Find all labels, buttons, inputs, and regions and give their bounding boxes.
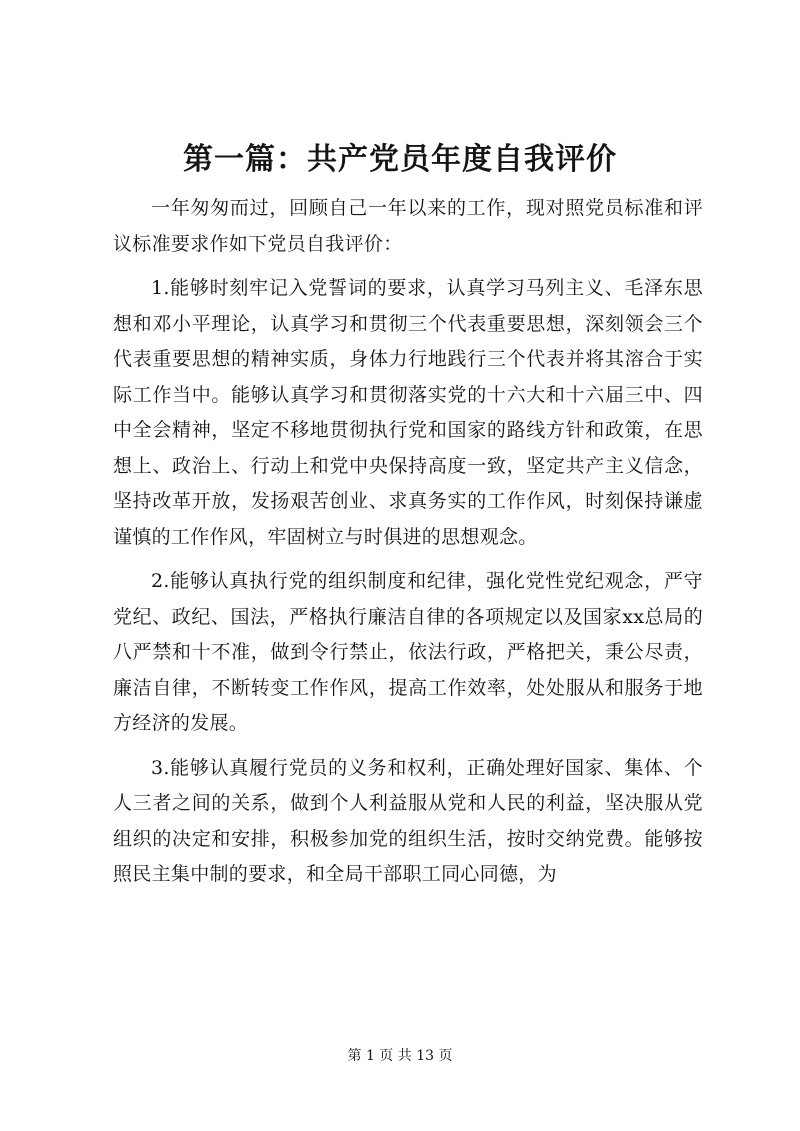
paragraph-item-3: 3.能够认真履行党员的义务和权利，正确处理好国家、集体、个人三者之间的关系，做到个人利益服从党和人民的利益，坚决服从党组织的决定和安排，积极参加党的组织生活，按时交纳党费。能够按照民主集中制的要求，和全局干部职工同心同德，为 <box>113 756 703 885</box>
paragraph-item-2: 2.能够认真执行党的组织制度和纪律，强化党性党纪观念，严守党纪、政纪、国法，严格执行廉洁自律的各项规定以及国家xx总局的八严禁和十不准，做到令行禁止，依法行政，严格把关，秉公尽责，廉洁自律，不断转变工作作风，提高工作效率，处处服从和服务于地方经济的发展。 <box>113 570 703 734</box>
document-body <box>113 191 703 893</box>
paragraph-intro: 一年匆匆而过，回顾自己一年以来的工作，现对照党员标准和评议标准要求作如下党员自我评价： <box>113 197 703 255</box>
paragraph-item-1: 1.能够时刻牢记入党誓词的要求，认真学习马列主义、毛泽东思想和邓小平理论，认真学习和贯彻三个代表重要思想，深刻领会三个代表重要思想的精神实质，身体力行地践行三个代表并将其溶合于实际工作当中。能够认真学习和贯彻落实党的十六大和十六届三中、四中全会精神，坚定不移地贯彻执行党和国家的路线方针和政策，在思想上、政治上、行动上和党中央保持高度一致，坚定共产主义信念，坚持改革开放，发扬艰苦创业、求真务实的工作作风，时刻保持谦虚谨慎的工作作风，牢固树立与时俱进的思想观念。 <box>113 277 703 548</box>
page-number-footer: 第 1 页 共 13 页 <box>347 1048 453 1064</box>
document-title: 第一篇：共产党员年度自我评价 <box>183 142 617 177</box>
